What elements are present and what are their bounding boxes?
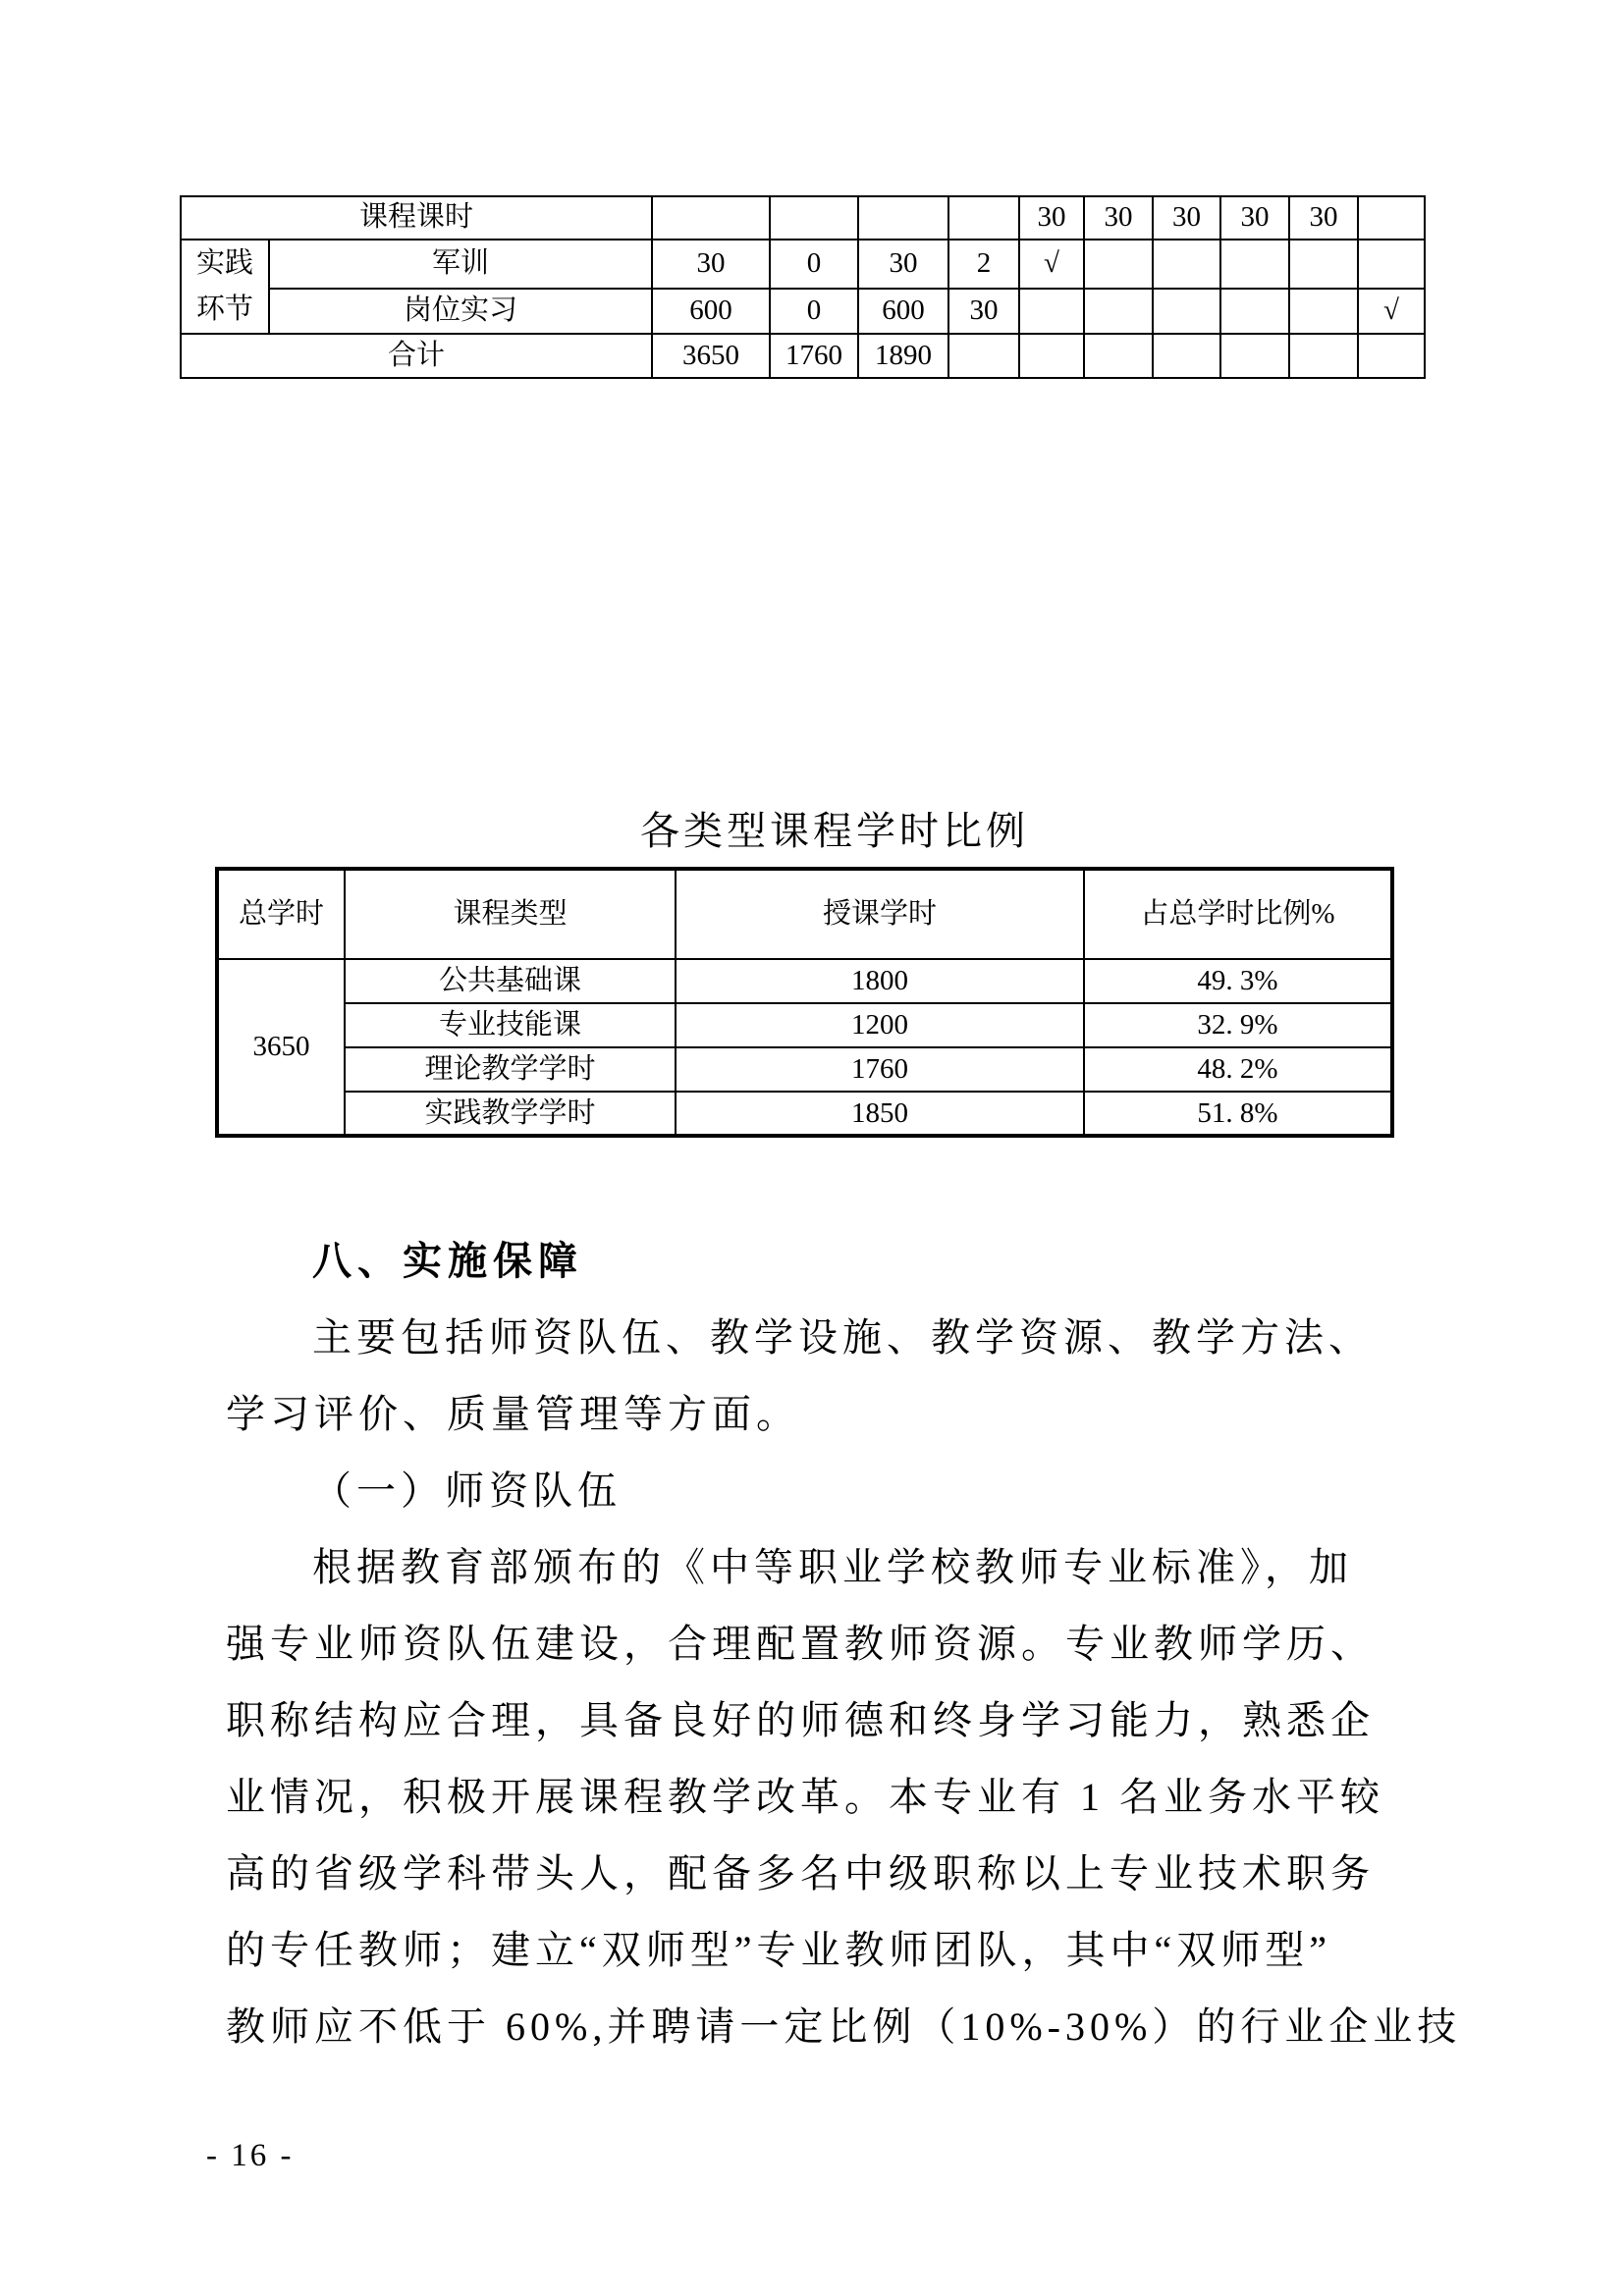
hours-cell: 1200 — [676, 1003, 1084, 1047]
table-cell — [652, 196, 770, 240]
table-row-total — [181, 334, 1425, 378]
table-row — [217, 1047, 1392, 1092]
table-cell — [1358, 240, 1425, 289]
table-cell — [1019, 334, 1084, 378]
table-cell — [1289, 334, 1358, 378]
course-type-cell: 专业技能课 — [345, 1003, 676, 1047]
section-heading: 八、实施保障 — [312, 1240, 583, 1283]
table-cell — [1019, 289, 1084, 334]
table-cell — [948, 334, 1019, 378]
paragraph-line: 业情况，积极开展课程教学改革。本专业有 1 名业务水平较 — [226, 1775, 1384, 1819]
hours-cell: 1850 — [676, 1092, 1084, 1136]
table-cell: 30 — [1153, 196, 1220, 240]
column-header-percent: 占总学时比例% — [1084, 869, 1392, 959]
table-cell — [948, 196, 1019, 240]
paragraph-line: 根据教育部颁布的《中等职业学校教师专业标准》，加 — [312, 1545, 1353, 1589]
paragraph-line: 教师应不低于 60%,并聘请一定比例（10%-30%）的行业企业技 — [226, 2004, 1462, 2049]
practice-label-line2: 环节 — [195, 294, 253, 325]
total-label: 合计 — [388, 339, 446, 371]
paragraph-line: 学习评价、质量管理等方面。 — [226, 1392, 800, 1436]
table-cell: 0 — [770, 289, 858, 334]
table-cell: 30 — [948, 289, 1019, 334]
paragraph-line: 强专业师资队伍建设，合理配置教师资源。专业教师学历、 — [226, 1622, 1375, 1666]
body-text — [226, 1223, 1462, 2065]
table-cell — [1358, 196, 1425, 240]
percent-cell: 48. 2% — [1084, 1047, 1392, 1092]
table-cell — [1084, 240, 1153, 289]
table-cell: 30 — [1220, 196, 1289, 240]
table-cell: 600 — [652, 289, 770, 334]
paragraph-line: 主要包括师资队伍、教学设施、教学资源、教学方法、 — [312, 1315, 1373, 1360]
course-hours-label: 课程课时 — [359, 201, 474, 234]
table-row-course-hours — [181, 196, 1425, 240]
table-cell: 30 — [1084, 196, 1153, 240]
table-row-military-training — [181, 240, 1425, 289]
table-cell: 600 — [858, 289, 948, 334]
table-cell — [1220, 334, 1289, 378]
table-cell — [1220, 289, 1289, 334]
table-cell — [1289, 240, 1358, 289]
hours-cell: 1800 — [676, 959, 1084, 1003]
table-cell — [1084, 334, 1153, 378]
table-cell — [1153, 289, 1220, 334]
table-row — [217, 959, 1392, 1003]
percent-cell: 49. 3% — [1084, 959, 1392, 1003]
table-row-internship — [181, 289, 1425, 334]
hours-cell: 1760 — [676, 1047, 1084, 1092]
table-cell: 30 — [652, 240, 770, 289]
table-cell — [1358, 334, 1425, 378]
course-type-cell: 理论教学学时 — [345, 1047, 676, 1092]
table-cell: 1760 — [770, 334, 858, 378]
table-cell — [1220, 240, 1289, 289]
column-header-course-type: 课程类型 — [345, 869, 676, 959]
table-row — [217, 1003, 1392, 1047]
paragraph-line: 高的省级学科带头人，配备多名中级职称以上专业技术职务 — [226, 1851, 1375, 1896]
course-type-cell: 公共基础课 — [345, 959, 676, 1003]
table-row — [217, 1092, 1392, 1136]
table-cell: 3650 — [652, 334, 770, 378]
table-cell — [1153, 334, 1220, 378]
course-name-cell: 军训 — [269, 240, 652, 289]
table-cell: 30 — [1019, 196, 1084, 240]
course-hours-label-cell — [181, 196, 652, 240]
table-cell: 0 — [770, 240, 858, 289]
table-cell: 30 — [1289, 196, 1358, 240]
table-cell — [1084, 289, 1153, 334]
ratio-table-title: 各类型课程学时比例 — [640, 809, 1029, 853]
checkmark-cell: √ — [1019, 240, 1084, 289]
table-cell: 2 — [948, 240, 1019, 289]
column-header-teaching-hours: 授课学时 — [676, 869, 1084, 959]
table-cell: 1890 — [858, 334, 948, 378]
practice-label-line1: 实践 — [195, 247, 253, 279]
course-name-cell: 岗位实习 — [269, 289, 652, 334]
percent-cell: 32. 9% — [1084, 1003, 1392, 1047]
subsection-heading: （一）师资队伍 — [312, 1468, 622, 1513]
table-cell — [1289, 289, 1358, 334]
page-number: - 16 - — [206, 2138, 295, 2173]
practice-hours-table — [180, 195, 1426, 379]
table-cell — [858, 196, 948, 240]
course-type-cell: 实践教学学时 — [345, 1092, 676, 1136]
column-header-total-hours: 总学时 — [217, 869, 345, 959]
practice-section-label-cell — [181, 240, 269, 334]
checkmark-cell: √ — [1358, 289, 1425, 334]
paragraph-line: 职称结构应合理，具备良好的师德和终身学习能力，熟悉企 — [226, 1698, 1375, 1742]
table-cell — [1153, 240, 1220, 289]
table-header-row — [217, 869, 1392, 959]
total-hours-cell: 3650 — [217, 959, 345, 1136]
total-label-cell — [181, 334, 652, 378]
paragraph-line: 的专任教师；建立“双师型”专业教师团队，其中“双师型” — [226, 1928, 1332, 1972]
hours-ratio-table — [215, 867, 1394, 1138]
table-cell: 30 — [858, 240, 948, 289]
percent-cell: 51. 8% — [1084, 1092, 1392, 1136]
table-cell — [770, 196, 858, 240]
